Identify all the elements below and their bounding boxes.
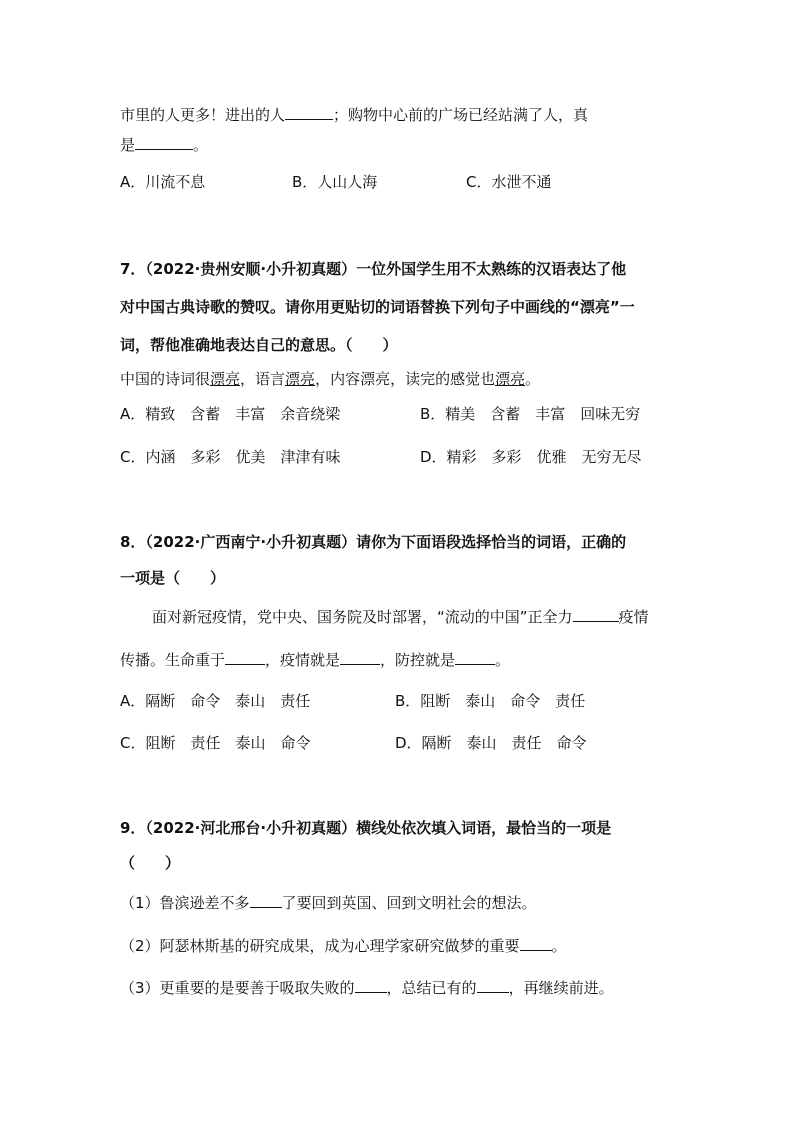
paragraph-text: 面对新冠疫情，党中央、国务院及时部署，“流动的中国”正全力 bbox=[152, 608, 573, 626]
q7-option-b[interactable]: B．精美 含蓄 丰富 回味无穷 bbox=[420, 405, 641, 423]
answer-blank[interactable] bbox=[135, 134, 193, 150]
sentence-text: ，语言 bbox=[240, 370, 286, 388]
q8-option-c[interactable]: C．阻断 责任 泰山 命令 bbox=[120, 734, 311, 752]
q8-option-a[interactable]: A．隔断 命令 泰山 责任 bbox=[120, 692, 311, 710]
q9-sentence-2 bbox=[120, 935, 567, 956]
answer-blank[interactable] bbox=[455, 649, 495, 665]
q6-option-b[interactable]: B．人山人海 bbox=[292, 173, 378, 191]
q6-line-2 bbox=[120, 134, 208, 155]
sentence-text: 。 bbox=[525, 370, 541, 388]
underlined-word: 漂亮 bbox=[210, 370, 241, 388]
sentence-text: 了要回到英国、回到文明社会的想法。 bbox=[281, 894, 537, 912]
answer-blank[interactable] bbox=[477, 977, 509, 993]
answer-blank[interactable] bbox=[573, 606, 619, 622]
q7-heading-line-3: 词，帮他准确地表达自己的意思。（ ） bbox=[120, 336, 398, 354]
paragraph-text: 传播。生命重于 bbox=[120, 651, 226, 669]
q6-text: 市里的人更多！进出的人 bbox=[120, 106, 286, 124]
q8-option-b[interactable]: B．阻断 泰山 命令 责任 bbox=[395, 692, 586, 710]
answer-blank[interactable] bbox=[520, 935, 552, 951]
q9-sentence-3 bbox=[120, 977, 614, 998]
answer-blank[interactable] bbox=[340, 649, 380, 665]
answer-blank[interactable] bbox=[225, 649, 265, 665]
q7-sentence bbox=[120, 369, 540, 389]
paragraph-text: ，防控就是 bbox=[380, 651, 456, 669]
q7-heading-line-1: 7．（2022·贵州安顺·小升初真题）一位外国学生用不太熟练的汉语表达了他 bbox=[120, 260, 627, 278]
sentence-text: （1）鲁滨逊差不多 bbox=[120, 894, 250, 912]
answer-blank[interactable] bbox=[355, 977, 387, 993]
q9-heading-line-1: 9．（2022·河北邢台·小升初真题）横线处依次填入词语，最恰当的一项是 bbox=[120, 819, 612, 837]
sentence-text: （3）更重要的是要善于吸取失败的 bbox=[120, 979, 355, 997]
q8-option-d[interactable]: D．隔断 泰山 责任 命令 bbox=[395, 734, 587, 752]
sentence-text: 。 bbox=[551, 937, 567, 955]
q9-heading-line-2: （ ） bbox=[120, 854, 181, 872]
q6-option-c[interactable]: C．水泄不通 bbox=[466, 173, 552, 191]
q8-heading-line-1: 8．（2022·广西南宁·小升初真题）请你为下面语段选择恰当的词语，正确的 bbox=[120, 533, 627, 551]
q8-paragraph-line-2 bbox=[120, 649, 510, 670]
q6-text: 。 bbox=[193, 136, 209, 154]
sentence-text: 中国的诗词很 bbox=[120, 370, 211, 388]
sentence-text: ，内容漂亮，读完的感觉也 bbox=[315, 370, 496, 388]
q6-text: ；购物中心前的广场已经站满了人，真 bbox=[333, 106, 589, 124]
q7-heading-line-2: 对中国古典诗歌的赞叹。请你用更贴切的词语替换下列句子中画线的“漂亮”一 bbox=[120, 298, 635, 316]
paragraph-text: 。 bbox=[495, 651, 511, 669]
underlined-word: 漂亮 bbox=[495, 370, 526, 388]
q7-option-d[interactable]: D．精彩 多彩 优雅 无穷无尽 bbox=[420, 448, 642, 466]
answer-blank[interactable] bbox=[250, 892, 282, 908]
sentence-text: （2）阿瑟林斯基的研究成果，成为心理学家研究做梦的重要 bbox=[120, 937, 520, 955]
q7-option-c[interactable]: C．内涵 多彩 优美 津津有味 bbox=[120, 448, 341, 466]
q7-option-a[interactable]: A．精致 含蓄 丰富 余音绕梁 bbox=[120, 405, 341, 423]
q8-heading-line-2: 一项是（ ） bbox=[120, 569, 226, 587]
underlined-word: 漂亮 bbox=[285, 370, 316, 388]
q6-option-a[interactable]: A．川流不息 bbox=[120, 173, 206, 191]
sentence-text: ，总结已有的 bbox=[386, 979, 477, 997]
q9-sentence-1 bbox=[120, 892, 537, 913]
q6-text: 是 bbox=[120, 136, 136, 154]
answer-blank[interactable] bbox=[285, 104, 333, 120]
paragraph-text: 疫情 bbox=[618, 608, 649, 626]
sentence-text: ，再继续前进。 bbox=[508, 979, 614, 997]
q8-paragraph-line-1 bbox=[152, 606, 649, 627]
paragraph-text: ，疫情就是 bbox=[265, 651, 341, 669]
q6-line-1 bbox=[120, 104, 588, 125]
